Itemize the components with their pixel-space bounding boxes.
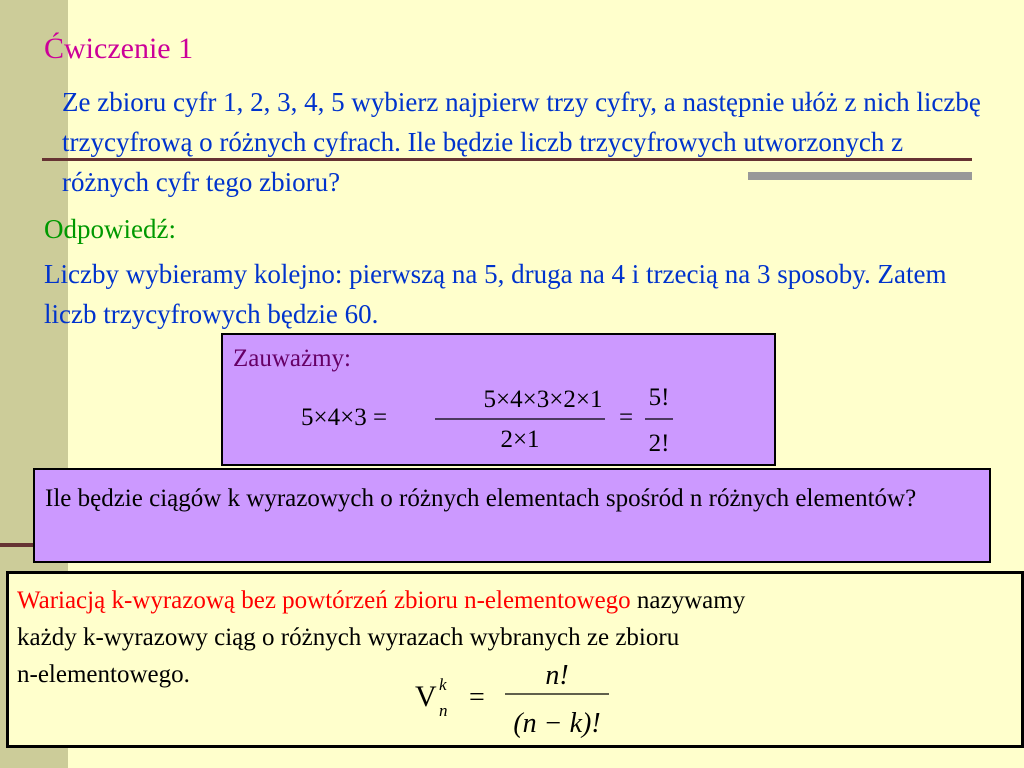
answer-heading: Odpowiedź: [44,214,176,244]
definition-term: Wariacją k-wyrazową bez powtórzeń zbioru n-elementowego [17,587,631,614]
definition-line3: n-elementowego. [17,661,190,688]
definition-line2: każdy k-wyrazowy ciąg o różnych wyrazach wybranych ze zbioru [17,624,680,651]
definition-rest: nazywamy [630,587,746,614]
slide-title: Ćwiczenie 1 [44,32,194,65]
formula-numerator-n: n! [545,660,569,691]
formula-sup: k [439,675,447,694]
formula-numerator: 5×4×3×2×1 [483,386,603,413]
note-box [221,333,776,466]
formula-symbol: V [415,680,437,713]
formula-denominator-nk: (n − k)! [513,708,601,739]
formula-denominator: 2×1 [500,426,540,453]
question-text: Ile będzie ciągów k wyrazowych o różnych elementach spośród n różnych elementów? [45,485,917,512]
definition-box [6,571,1024,748]
frac2-numerator: 5! [648,384,670,411]
formula-sub: n [439,701,448,720]
variation-formula [409,652,669,742]
formula-equals-sign: = [469,682,485,713]
task-text: Ze zbioru cyfr 1, 2, 3, 4, 5 wybierz najpierw trzy cyfry, a następnie ułóż z nich liczbę trzycyfrową o różnych cyfrach. Ile będzie liczb trzycyfrowych utworzonych z różnych cyfr tego zbioru? [62,87,981,197]
formula-equals: = [619,404,634,431]
note-label: Zauważmy: [233,345,352,372]
answer-text: Liczby wybieramy kolejno: pierwszą na 5, druga na 4 i trzecią na 3 sposoby. Zatem liczb trzycyfrowych będzie 60. [44,259,947,329]
frac2-denominator: 2! [648,430,670,457]
question-box [33,468,991,563]
note-formula [223,335,774,464]
formula-lhs: 5×4×3 = [301,404,388,431]
